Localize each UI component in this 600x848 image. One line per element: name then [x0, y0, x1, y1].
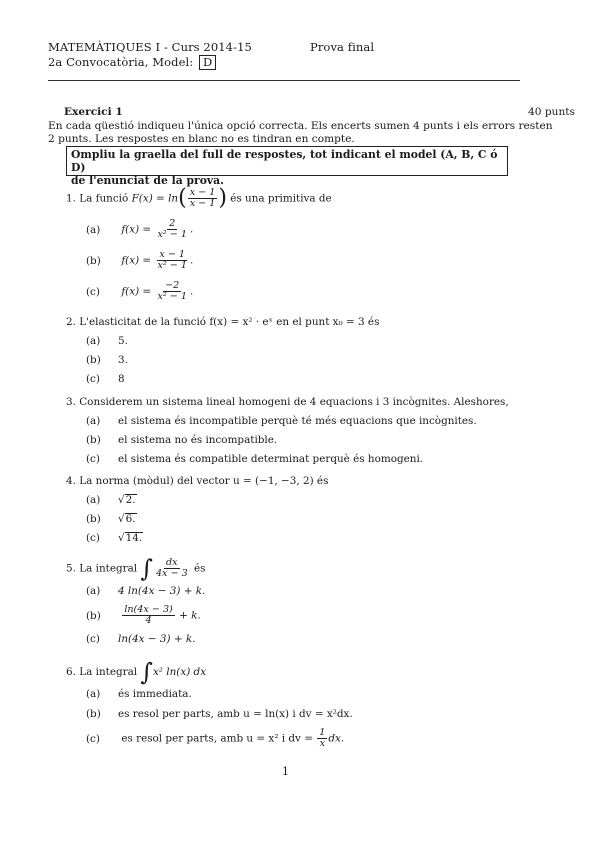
- fraction: $\frac{x - 1}{x - 1}$: [189, 187, 216, 209]
- option-6a[interactable]: (a) és immediata.: [86, 688, 192, 700]
- option-6c[interactable]: (c) es resol per parts, amb u = x² i dv = $\frac{1}{x}$ dx.: [86, 727, 345, 749]
- question-text: La integral: [79, 562, 138, 575]
- question-number: 2.: [66, 316, 76, 328]
- option-label: (c): [86, 285, 100, 298]
- option-4b[interactable]: (b) √6.: [86, 513, 136, 525]
- question-text-tail: és: [194, 562, 206, 575]
- question-text: La norma (mòdul) del vector u = (−1, −3, 2) és: [79, 475, 329, 487]
- option-3b[interactable]: (b) el sistema no és incompatible.: [86, 434, 278, 446]
- option-2b[interactable]: (b) 3.: [86, 354, 128, 366]
- exam-type: Prova final: [310, 40, 375, 54]
- option-3c[interactable]: (c) el sistema és compatible determinat perquè és homogeni.: [86, 453, 424, 465]
- instructions-line-1: En cada qüestió indiqueu l'única opció correcta. Els encerts sumen 4 punts i els errors resten: [48, 120, 553, 132]
- exercise-title: Exercici 1: [64, 106, 123, 118]
- question-4: [66, 475, 328, 487]
- option-5a[interactable]: (a) 4 ln(4x − 3) + k.: [86, 585, 206, 597]
- instructions-box-line-1: Ompliu la graella del full de respostes, tot indicant el model (A, B, C ó D): [71, 148, 498, 174]
- option-5c[interactable]: (c) ln(4x − 3) + k.: [86, 633, 196, 645]
- question-number: 6.: [66, 666, 76, 678]
- question-text: La funció: [79, 192, 129, 205]
- option-2a[interactable]: (a) 5.: [86, 335, 128, 347]
- instructions-box-line-2: de l'enunciat de la prova.: [71, 174, 224, 187]
- option-label: (b): [86, 254, 101, 267]
- option-1b[interactable]: (b) f(x) = $\frac{x - 1}{\text{x² − 1}}$ .: [86, 249, 194, 271]
- question-text: L'elasticitat de la funció f(x) = x² · eˣ en el punt x₀ = 3 és: [79, 316, 380, 328]
- sqrt-icon: √: [118, 513, 125, 525]
- course-title: MATEMÀTIQUES I - Curs 2014-15: [48, 40, 252, 54]
- option-6b[interactable]: (b) es resol per parts, amb u = ln(x) i dv = x²dx.: [86, 708, 353, 720]
- question-3: [66, 396, 509, 408]
- instructions-box: [66, 146, 508, 187]
- option-4a[interactable]: (a) √2.: [86, 494, 136, 506]
- model-badge: D: [199, 55, 216, 70]
- question-text: La integral: [79, 666, 138, 678]
- page-number: 1: [282, 765, 289, 778]
- session-label: 2a Convocatòria, Model:: [48, 55, 194, 69]
- question-5: 5. La integral ∫ $\frac{dx}{4x - 3}$ és: [66, 554, 206, 583]
- question-number: 4.: [66, 475, 76, 487]
- integral-icon: ∫: [140, 554, 153, 583]
- instructions-line-2: 2 punts. Les respostes en blanc no es tindran en compte.: [48, 133, 355, 145]
- option-label: (a): [86, 223, 101, 236]
- question-text-tail: és una primitiva de: [230, 192, 332, 205]
- sqrt-icon: √: [118, 532, 125, 544]
- session-line: [48, 55, 216, 70]
- option-1c[interactable]: (c) f(x) = $\frac{-2}{\text{x² − 1}}$ .: [86, 280, 194, 302]
- question-1: 1. La funció F(x) = ln( $\frac{x - 1}{x - 1}$ ) és una primitiva de: [66, 185, 332, 211]
- option-5b[interactable]: (b) $\frac{\ln(4x - 3)}{4}$ + k.: [86, 604, 201, 626]
- question-number: 3.: [66, 396, 76, 408]
- option-2c[interactable]: (c) 8: [86, 373, 125, 385]
- exercise-points: 40 punts: [528, 106, 575, 118]
- option-4c[interactable]: (c) √14.: [86, 532, 143, 544]
- question-number: 1.: [66, 192, 76, 205]
- integral-icon: ∫: [140, 658, 153, 686]
- sqrt-icon: √: [118, 494, 125, 506]
- question-function: F(x) = ln: [131, 192, 179, 205]
- header-divider: [48, 80, 520, 81]
- option-1a[interactable]: (a) f(x) = $\frac{2}{\text{x² − 1}}$ .: [86, 218, 194, 240]
- question-2: [66, 316, 379, 328]
- question-6: 6. La integral ∫x² ln(x) dx: [66, 658, 207, 686]
- option-3a[interactable]: (a) el sistema és incompatible perquè té més equacions que incògnites.: [86, 415, 477, 427]
- question-text: Considerem un sistema lineal homogeni de 4 equacions i 3 incògnites. Aleshores,: [79, 396, 509, 408]
- question-number: 5.: [66, 562, 76, 575]
